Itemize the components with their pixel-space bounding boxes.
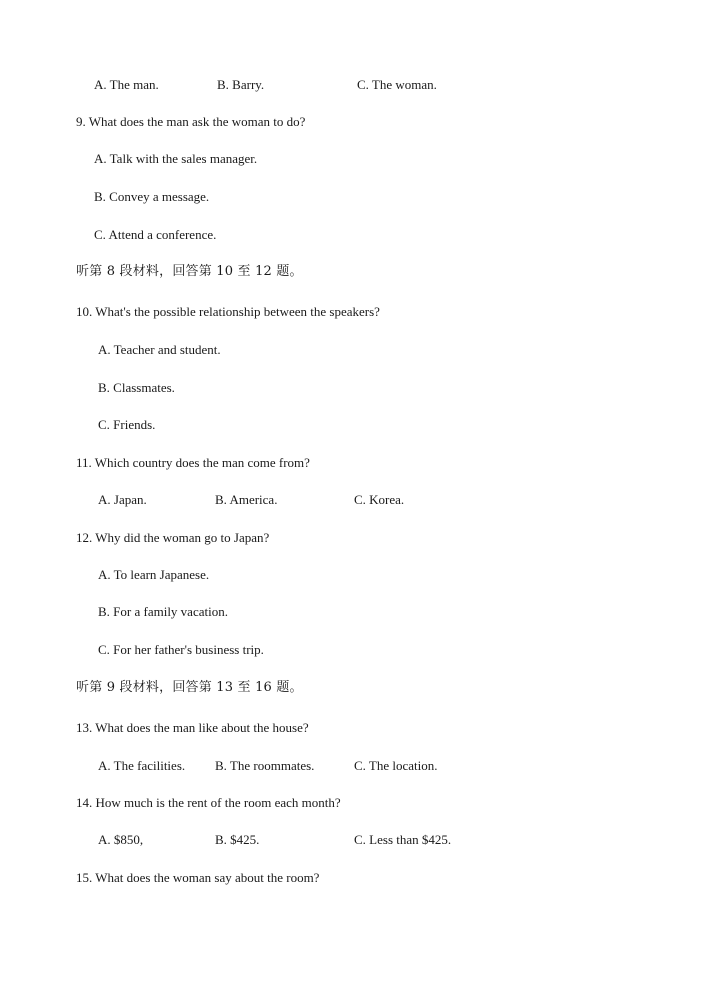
q9-option-a: A. Talk with the sales manager. [94,151,258,166]
q14-option-b: B. $425. [215,832,260,847]
q11-option-a: A. Japan. [98,492,147,507]
q12-question: 12. Why did the woman go to Japan? [76,530,270,545]
q13-option-a: A. The facilities. [98,758,186,773]
q9-option-c: C. Attend a conference. [94,227,217,242]
section-8-instruction: 听第 8 段材料，回答第 10 至 12 题。 [76,264,303,279]
section-9-instruction: 听第 9 段材料，回答第 13 至 16 题。 [76,680,303,695]
q11-question: 11. Which country does the man come from? [76,455,310,470]
q10-option-a: A. Teacher and student. [98,342,221,357]
q10-question: 10. What's the possible relationship between the speakers? [76,304,380,319]
q8-option-a: A. The man. [94,77,159,92]
q9-question: 9. What does the man ask the woman to do? [76,114,306,129]
q15-question: 15. What does the woman say about the room? [76,870,320,885]
q10-option-b: B. Classmates. [98,380,175,395]
q14-option-c: C. Less than $425. [354,832,452,847]
q12-option-b: B. For a family vacation. [98,604,228,619]
q9-option-b: B. Convey a message. [94,189,210,204]
q14-question: 14. How much is the rent of the room each month? [76,795,341,810]
q8-option-c: C. The woman. [357,77,437,92]
q11-option-c: C. Korea. [354,492,405,507]
q13-question: 13. What does the man like about the house? [76,720,309,735]
q14-option-a: A. $850, [98,832,144,847]
q12-option-c: C. For her father's business trip. [98,642,264,657]
q8-option-b: B. Barry. [217,77,265,92]
q12-option-a: A. To learn Japanese. [98,567,210,582]
q11-option-b: B. America. [215,492,278,507]
q13-option-b: B. The roommates. [215,758,315,773]
q10-option-c: C. Friends. [98,417,156,432]
q13-option-c: C. The location. [354,758,438,773]
